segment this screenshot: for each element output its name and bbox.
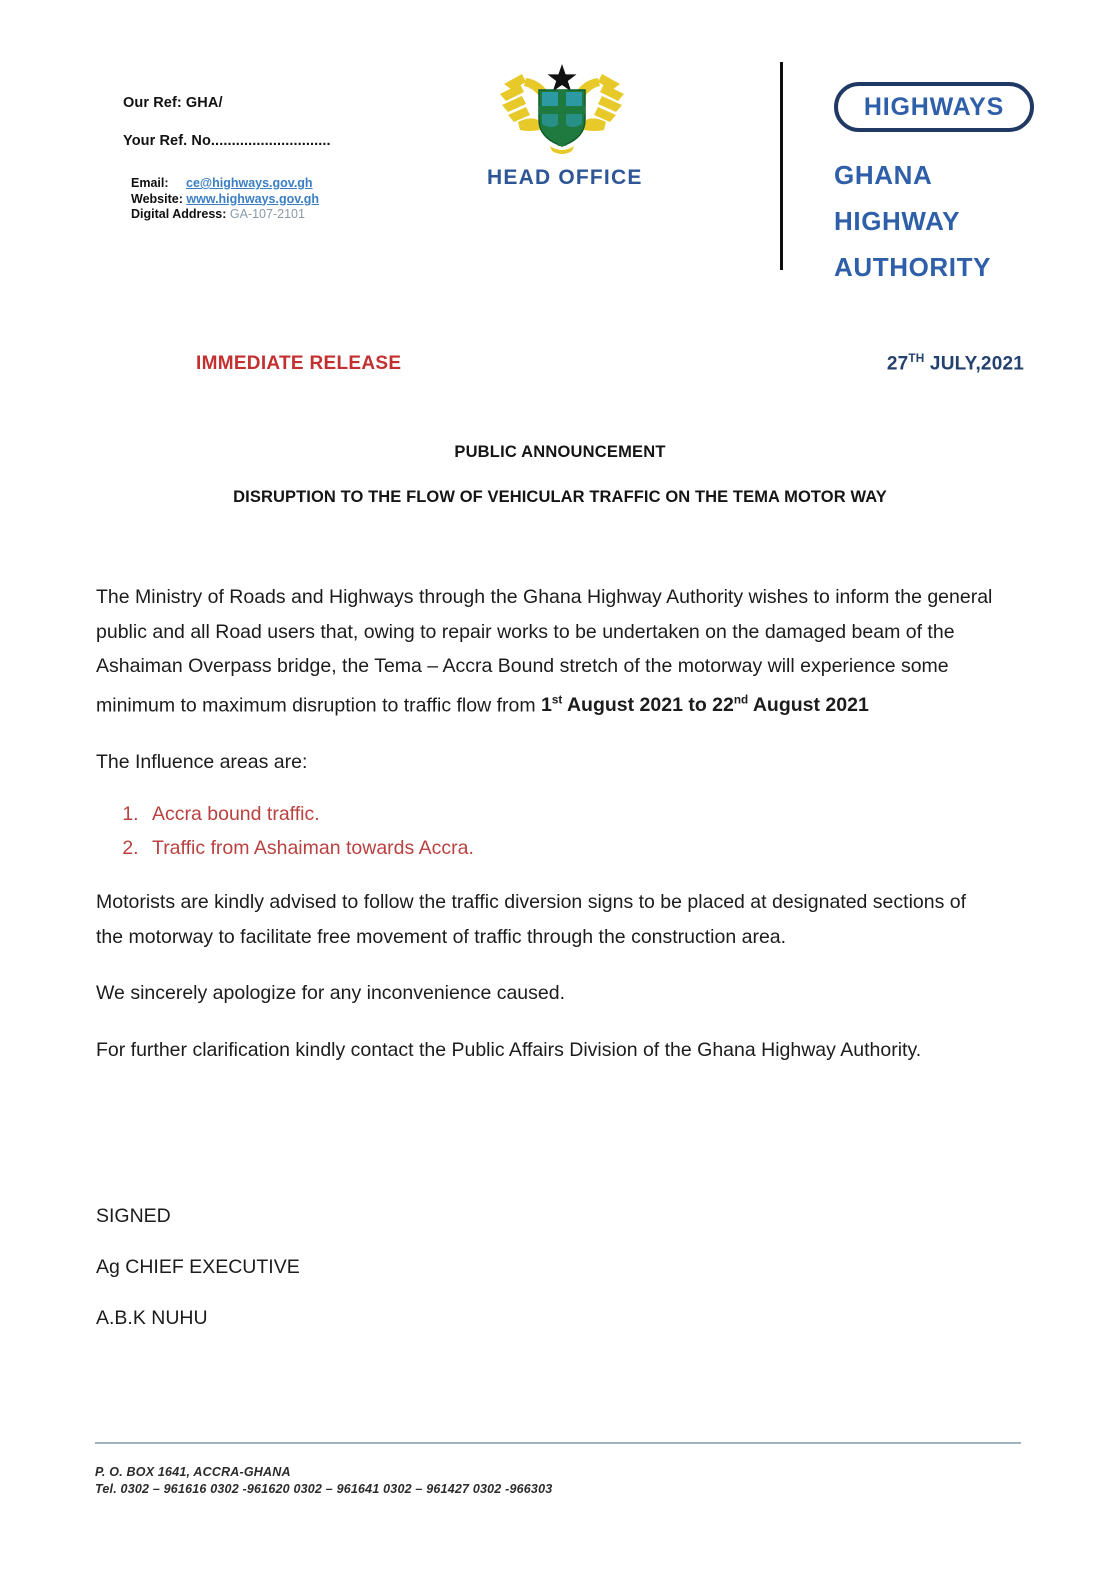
gha-brand-block [834,82,1094,283]
digital-address-value: GA-107-2101 [229,207,305,221]
footer-telephones: Tel. 0302 – 961616 0302 -961620 0302 – 961641 0302 – 961427 0302 -966303 [95,1482,553,1496]
signed-label: SIGNED [96,1205,171,1227]
brand-line-highway: HIGHWAY [834,206,961,236]
release-date-number: 27 [886,353,909,375]
immediate-release-label: IMMEDIATE RELEASE [196,353,402,375]
head-office-caption: HEAD OFFICE [487,166,643,189]
reference-block [123,95,423,167]
footer-block [95,1464,552,1498]
page-title: PUBLIC ANNOUNCEMENT [454,443,666,461]
footer-divider [95,1442,1021,1444]
email-label: Email: [131,176,169,190]
crest-wrap [487,58,643,190]
date-start [541,694,869,716]
brand-line-authority: AUTHORITY [834,252,992,282]
release-date [887,352,1024,375]
date-end-rest: August 2021 [748,694,869,716]
email-row [131,176,319,192]
your-ref-line: Your Ref. No............................. [123,133,331,149]
date-end-ordinal: nd [733,693,749,707]
paragraph-intro [96,580,996,723]
release-row [96,352,1024,375]
paragraph-apology: We sincerely apologize for any inconvenience caused. [96,982,565,1004]
signature-block [96,1203,596,1331]
list-item: 1. Accra bound traffic. [144,797,996,831]
brand-line-ghana: GHANA [834,160,933,190]
paragraph-clarification: For further clarification kindly contact the Public Affairs Division of the Ghana Highway Authority. [96,1038,922,1061]
body-area [96,580,996,1089]
page-subtitle: DISRUPTION TO THE FLOW OF VEHICULAR TRAFFIC ON THE TEMA MOTOR WAY [233,488,887,506]
date-end-number: 22 [712,694,734,716]
email-link[interactable]: ce@highways.gov.gh [186,176,313,190]
website-link[interactable]: www.highways.gov.gh [186,191,320,206]
date-start-ordinal: st [551,693,563,707]
digital-address-label: Digital Address: [131,207,227,221]
influence-intro: The Influence areas are: [96,750,308,773]
contact-block [131,176,319,223]
list-item: 2. Traffic from Ashaiman towards Accra. [144,831,996,865]
our-ref-line: Our Ref: GHA/ [123,95,223,111]
highways-logo-pill [834,82,1034,132]
black-star-icon [548,64,577,91]
titles-block [0,443,1120,507]
footer-address: P. O. BOX 1641, ACCRA-GHANA [95,1465,291,1479]
digital-address-row [131,207,319,223]
signatory-title: Ag CHIEF EXECUTIVE [96,1256,300,1278]
letterhead-header [0,0,1120,300]
website-label: Website: [131,191,183,206]
date-start-number: 1 [541,694,552,716]
release-date-ordinal: TH [908,352,925,365]
release-date-rest: JULY,2021 [924,353,1024,375]
signatory-name: A.B.K NUHU [96,1307,208,1329]
highways-logo-text: HIGHWAYS [863,92,1005,121]
influence-areas-list [96,797,996,865]
paragraph-motorists: Motorists are kindly advised to follow the traffic diversion signs to be placed at designated sections of the motorway to facilitate free movement of traffic through the construction area. [96,891,967,948]
date-start-rest: August 2021 to [562,694,713,716]
header-vertical-divider [780,62,783,270]
paragraph-intro-text: The Ministry of Roads and Highways through the Ghana Highway Authority wishes to inform the general public and all Road users that, owing to repair works to be undertaken on the damaged beam of the Ashaiman Overpass bridge, the Tema – Accra Bound stretch of the motorway will experience some minimum to maximum disruption to traffic flow from [96,586,993,716]
website-row [131,192,319,208]
ghana-coat-of-arms-icon [492,58,632,158]
